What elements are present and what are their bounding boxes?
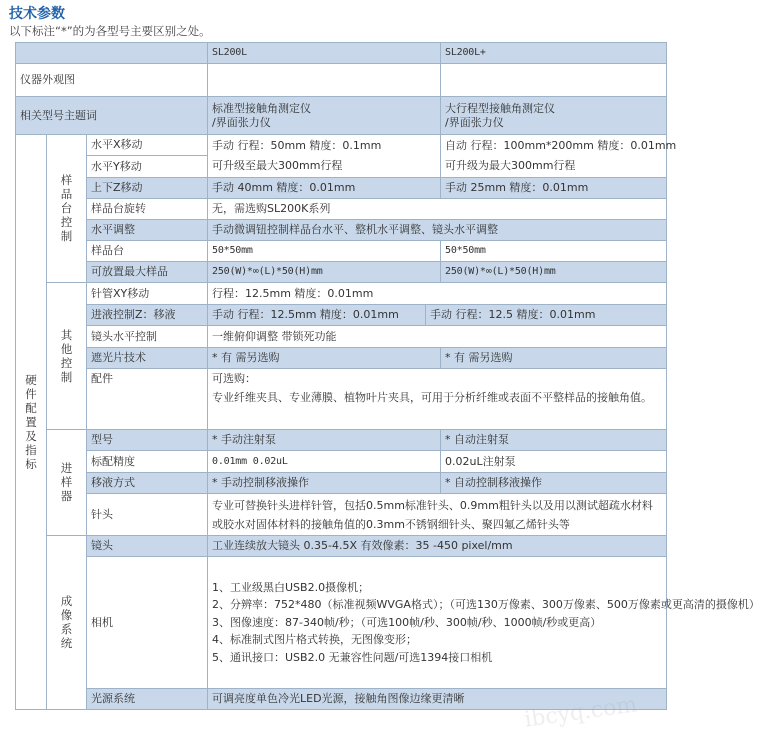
table-row xyxy=(16,135,667,156)
table-row xyxy=(16,536,667,557)
hardware-group-label xyxy=(16,135,47,710)
liquid-z-label: 进液控制Z：移液 xyxy=(87,305,208,326)
page-title: 技术参数 xyxy=(9,6,65,22)
table-row xyxy=(16,97,667,135)
lens-level-label: 镜头水平控制 xyxy=(87,326,208,348)
table-row xyxy=(16,305,667,326)
liquid-z-a: 手动 行程：12.5mm 精度：0.01mm xyxy=(208,305,426,326)
level-label: 水平调整 xyxy=(87,220,208,241)
camera-label: 相机 xyxy=(87,557,208,689)
transfer-a: * 手动控制移液操作 xyxy=(208,473,441,494)
table-row xyxy=(16,43,667,64)
xy-b-line1: 自动 行程：100mm*200mm 精度：0.01mm xyxy=(445,139,677,152)
transfer-label: 移液方式 xyxy=(87,473,208,494)
injector-group-label xyxy=(47,430,87,536)
table-row xyxy=(16,326,667,348)
shading-label: 遮光片技术 xyxy=(87,348,208,369)
light-value: 可调亮度单色冷光LED光源，接触角图像边缘更清晰 xyxy=(208,689,667,710)
needle-xy-label: 针管XY移动 xyxy=(87,283,208,305)
table-row xyxy=(16,494,667,536)
stage-label: 样品台 xyxy=(87,241,208,262)
model-header-b: SL200L+ xyxy=(441,43,667,64)
appearance-image-b xyxy=(441,64,667,97)
stage-group-text: 样品台控制 xyxy=(60,173,73,243)
rotate-value: 无，需选购SL200K系列 xyxy=(208,199,667,220)
z-move-b: 手动 25mm 精度：0.01mm xyxy=(441,178,667,199)
lens-level-value: 一维俯仰调整 带锁死功能 xyxy=(208,326,667,348)
appearance-image-a xyxy=(208,64,441,97)
stage-b: 50*50mm xyxy=(441,241,667,262)
accessories-line2: 专业纤维夹具、专业薄膜、植物叶片夹具，可用于分析纤维或表面不平整样品的接触角值。 xyxy=(212,391,652,404)
max-sample-a: 250(W)*∞(L)*50(H)mm xyxy=(208,262,441,283)
table-row xyxy=(16,64,667,97)
z-move-a: 手动 40mm 精度：0.01mm xyxy=(208,178,441,199)
table-row xyxy=(16,430,667,451)
injector-group-text: 进样器 xyxy=(60,461,73,503)
table-row xyxy=(16,473,667,494)
table-row xyxy=(16,241,667,262)
other-group-label xyxy=(47,283,87,430)
z-move-label: 上下Z移动 xyxy=(87,178,208,199)
accessories-value xyxy=(208,369,667,430)
stage-a: 50*50mm xyxy=(208,241,441,262)
camera-line2: 2、分辨率：752*480（标准视频WVGA格式）；（可选130万像素、300万像素、500万像素或更高清的摄像机） xyxy=(212,598,760,612)
imaging-group-text: 成像系统 xyxy=(60,594,73,650)
camera-line5: 5、通讯接口：USB2.0 无兼容性问题/可选1394接口相机 xyxy=(212,650,493,664)
accessories-line1: 可选购： xyxy=(212,372,256,385)
precision-b: 0.02uL注射泵 xyxy=(441,451,667,473)
table-row xyxy=(16,178,667,199)
precision-label: 标配精度 xyxy=(87,451,208,473)
model-header-a: SL200L xyxy=(208,43,441,64)
keyword-label: 相关型号主题词 xyxy=(16,97,208,135)
table-row xyxy=(16,220,667,241)
injector-model-a: * 手动注射泵 xyxy=(208,430,441,451)
transfer-b: * 自动控制移液操作 xyxy=(441,473,667,494)
shading-b: * 有 需另选购 xyxy=(441,348,667,369)
injector-model-label: 型号 xyxy=(87,430,208,451)
table-row xyxy=(16,689,667,710)
xy-b-line2: 可升级为最大300mm行程 xyxy=(445,159,576,172)
hardware-group-text: 硬件配置及指标 xyxy=(25,372,37,471)
page-subtitle: 以下标注“*”的为各型号主要区别之处。 xyxy=(9,24,211,38)
light-label: 光源系统 xyxy=(87,689,208,710)
xy-value-a xyxy=(208,135,441,178)
accessories-label: 配件 xyxy=(87,369,208,430)
keyword-a-line2: /界面张力仪 xyxy=(212,115,271,129)
xy-a-line1: 手动 行程：50mm 精度：0.1mm xyxy=(212,139,382,152)
rotate-label: 样品台旋转 xyxy=(87,199,208,220)
xy-value-b xyxy=(441,135,677,178)
imaging-group-label xyxy=(47,536,87,710)
table-row xyxy=(16,348,667,369)
table-row xyxy=(16,369,667,430)
table-row xyxy=(16,262,667,283)
x-move-label: 水平X移动 xyxy=(87,135,208,156)
lens-label: 镜头 xyxy=(87,536,208,557)
keyword-a-line1: 标准型接触角测定仪 xyxy=(212,101,311,115)
table-row xyxy=(16,557,667,689)
table-row xyxy=(16,199,667,220)
camera-line3: 3、图像速度：87-340帧/秒；（可选100帧/秒、300帧/秒、1000帧/秒或更高） xyxy=(212,615,602,629)
xy-a-line2: 可升级至最大300mm行程 xyxy=(212,159,343,172)
lens-value: 工业连续放大镜头 0.35-4.5X 有效像素：35 -450 pixel/mm xyxy=(208,536,667,557)
precision-a: 0.01mm 0.02uL xyxy=(208,451,441,473)
injector-model-b: * 自动注射泵 xyxy=(441,430,667,451)
level-value: 手动微调钮控制样品台水平、整机水平调整、镜头水平调整 xyxy=(208,220,667,241)
keyword-b xyxy=(441,97,667,135)
camera-line4: 4、标准制式图片格式转换，无图像变形； xyxy=(212,633,417,647)
needle-xy-value: 行程：12.5mm 精度：0.01mm xyxy=(208,283,667,305)
other-group-text: 其他控制 xyxy=(60,327,73,384)
shading-a: * 有 需另选购 xyxy=(208,348,441,369)
appearance-label: 仪器外观图 xyxy=(16,64,208,97)
keyword-b-line1: 大行程型接触角测定仪 xyxy=(445,101,555,115)
needle-label: 针头 xyxy=(87,494,208,536)
needle-value: 专业可替换针头进样针管，包括0.5mm标准针头、0.9mm粗针头以及用以测试超疏水材料或胶水对固体材料的接触角值的0.3mm不锈钢细针头、聚四氟乙烯针头等 xyxy=(208,494,667,536)
table-row xyxy=(16,451,667,473)
table-row xyxy=(16,283,667,305)
stage-group-label xyxy=(47,135,87,283)
y-move-label: 水平Y移动 xyxy=(87,156,208,178)
liquid-z-b: 手动 行程：12.5 精度：0.01mm xyxy=(426,305,667,326)
watermark: ibcyq.com xyxy=(522,692,639,733)
keyword-b-line2: /界面张力仪 xyxy=(445,115,504,129)
spec-table xyxy=(15,42,760,710)
keyword-a xyxy=(208,97,441,135)
max-sample-label: 可放置最大样品 xyxy=(87,262,208,283)
camera-line1: 1、工业级黑白USB2.0摄像机； xyxy=(212,580,370,594)
max-sample-b: 250(W)*∞(L)*50(H)mm xyxy=(441,262,667,283)
camera-value xyxy=(208,557,760,689)
header-blank-cell xyxy=(16,43,208,64)
